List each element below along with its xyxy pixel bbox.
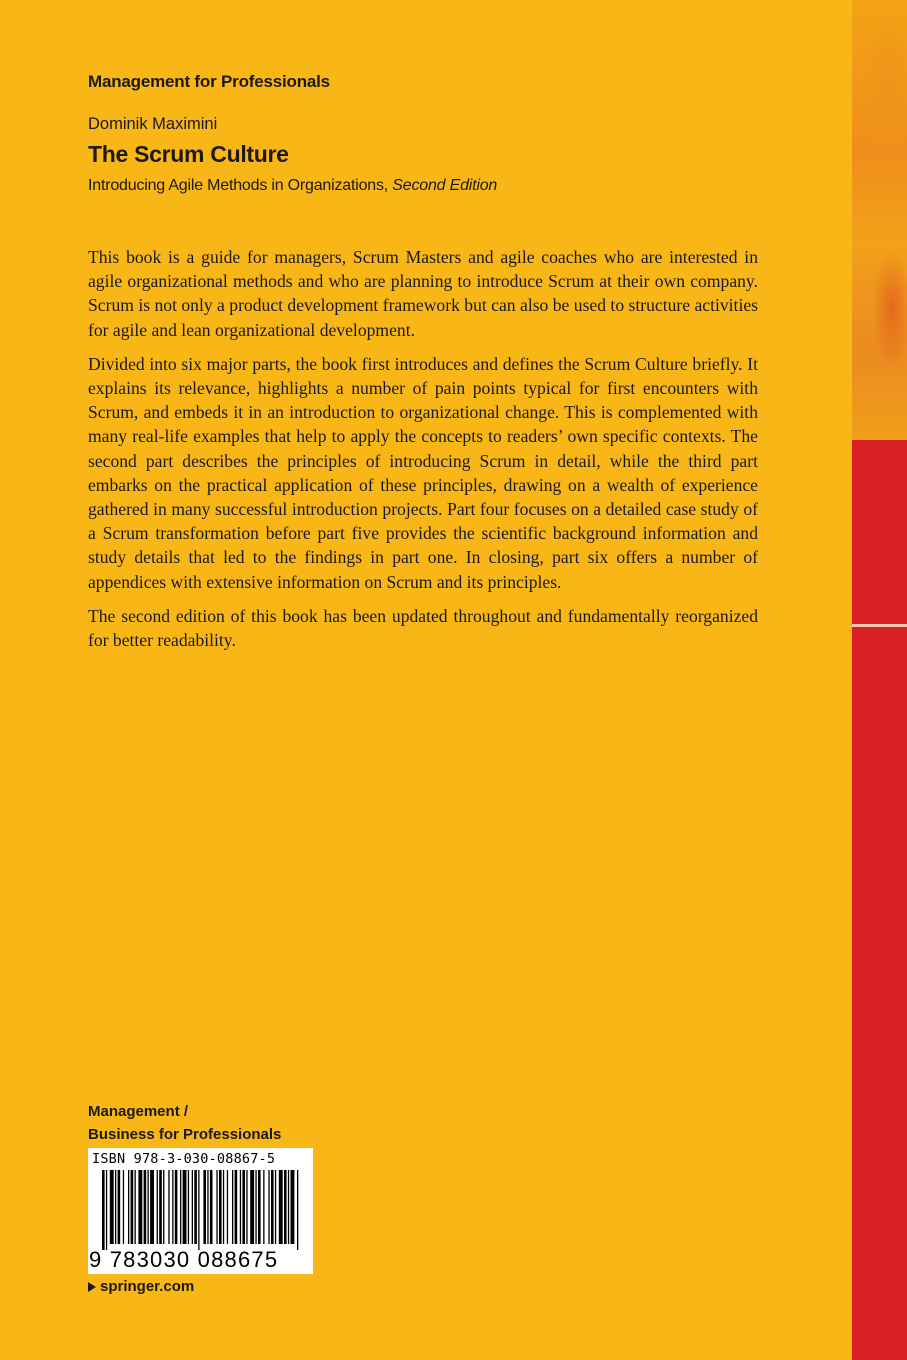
barcode-bar [203,1170,206,1244]
isbn-barcode [88,1148,313,1274]
barcode-bar [102,1170,105,1250]
book-description [88,245,758,662]
barcode-bar [240,1170,241,1244]
barcode-bar [219,1170,222,1244]
isbn-label: ISBN 978-3-030-08867-5 [92,1151,276,1167]
barcode-bar [268,1170,269,1244]
barcode-bar [150,1170,154,1244]
barcode-bar [279,1170,283,1244]
barcode-bar [242,1170,245,1244]
barcode-bar [284,1170,287,1244]
barcode-bar [235,1170,238,1244]
barcode-bar [148,1170,149,1244]
barcode-bar [258,1170,261,1244]
description-paragraph-3: The second edition of this book has been updated throughout and fundamentally reorganized for better readability. [88,605,758,651]
barcode-bar [275,1170,276,1244]
subject-category [88,1100,281,1146]
barcode-bar [255,1170,256,1244]
barcode-bar [172,1170,173,1244]
spine-divider [852,624,907,627]
barcode-bar [163,1170,164,1244]
arrow-right-icon [88,1282,96,1292]
barcode-bar [291,1170,295,1244]
barcode-bar [123,1170,124,1244]
barcode-bar [168,1170,169,1244]
barcode-bar [183,1170,187,1244]
spine-edge [852,0,907,1360]
barcode-bar [263,1170,264,1244]
barcode-bar [207,1170,208,1244]
barcode-bar [297,1170,298,1250]
barcode-bar [118,1170,121,1244]
barcode-bar [115,1170,116,1244]
barcode-digits: 9 783030 088675 [89,1247,279,1272]
subtitle-text: Introducing Agile Methods in Organizations, [88,177,389,194]
publisher-website[interactable] [88,1278,194,1295]
barcode-bar [131,1170,134,1244]
edition-label: Second Edition [392,177,498,194]
barcode-bar [227,1170,228,1244]
book-title: The Scrum Culture [88,141,289,167]
category-line-1: Management / [88,1103,189,1120]
barcode-bar [180,1170,181,1244]
spine-red-band [852,440,907,1360]
barcode-bar [246,1170,247,1244]
barcode-bar [192,1170,193,1244]
barcode-bar [110,1170,114,1244]
barcode-bar [144,1170,147,1244]
book-subtitle [88,177,497,195]
author-name: Dominik Maximini [88,115,218,133]
description-paragraph-1: This book is a guide for managers, Scrum Masters and agile coaches who are interested in agile organizational methods and who are planning to introduce Scrum at their own company. Scrum is not only a product development framework but can also be used to structure activities for agile and lean organizational development. [88,247,758,340]
barcode-bar [157,1170,158,1244]
barcode-bar [106,1170,107,1250]
barcode-bar [250,1170,254,1244]
series-name: Management for Professionals [88,72,330,91]
category-line-2: Business for Professionals [88,1126,282,1143]
barcode-bar [138,1170,142,1244]
barcode-bar [175,1170,178,1244]
barcode-bar [135,1170,136,1244]
barcode-bar [159,1170,162,1244]
barcode-bar [210,1170,213,1244]
barcode-bar [223,1170,224,1244]
barcode-bar [232,1170,233,1244]
website-text: springer.com [100,1278,195,1295]
barcode-bar [271,1170,274,1244]
barcode-bar [216,1170,217,1244]
barcode-bar [128,1170,129,1244]
barcode-bar [198,1170,199,1250]
spine-image [852,0,907,440]
description-paragraph-2: Divided into six major parts, the book first introduces and defines the Scrum Culture briefly. It explains its relevance, highlights a number of pain points typical for first encounters with Scrum, and embeds it in an introduction to organizational change. This is complemented with many real-life examples that help to apply the concepts to readers’ own specific contexts. The second part describes the principles of introducing Scrum in detail, while the third part embarks on the practical application of these principles, drawing on a wealth of experience gathered in many successful introduction projects. Part four focuses on a detailed case study of a Scrum transformation before part five provides the scientific background information and study details that led to the findings in part one. In closing, part six offers a number of appendices with extensive information on Scrum and its principles. [88,353,758,592]
barcode-bar [194,1170,197,1244]
barcode-bar [288,1170,289,1244]
barcode-bars [102,1170,302,1250]
barcode-bar [188,1170,189,1244]
